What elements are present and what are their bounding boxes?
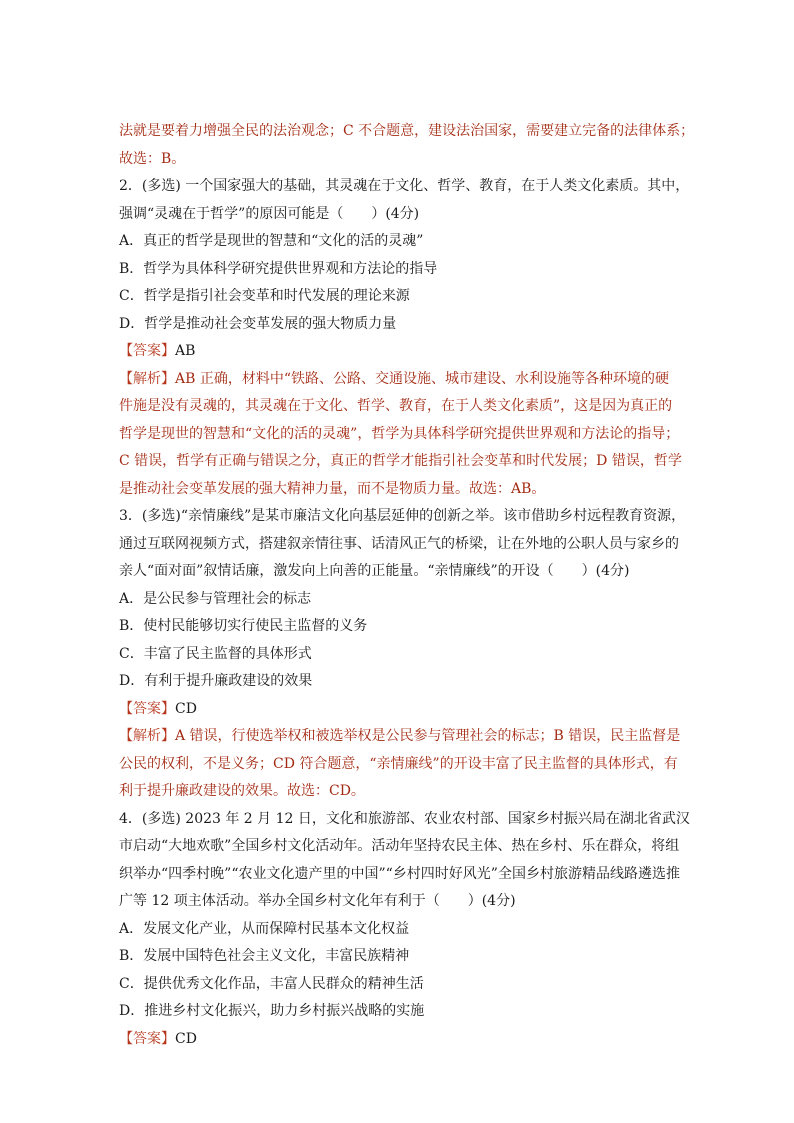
analysis-line: 公民的权利，不是义务；CD 符合题意，“亲情廉线”的开设丰富了民主监督的具体形式，有 [119, 755, 678, 772]
answer-row [119, 696, 679, 724]
answer-label: 【答案】 [119, 343, 175, 359]
answer-row [119, 1026, 679, 1054]
answer-label: 【答案】 [119, 700, 175, 717]
analysis-line: C 错误，哲学有正确与错误之分，真正的哲学才能指引社会变革和时代发展；D 错误，哲学 [119, 453, 682, 469]
question-stem-line: 市启动“大地欢歌”全国乡村文化活动年。活动年坚持农民主体、热在乡村、乐在群众，将组 [119, 838, 680, 854]
analysis-line: 是推动社会变革发展的强大精神力量，而不是物质力量。故选：AB。 [119, 480, 546, 497]
answer-value: AB [175, 343, 196, 359]
option-d: D．推进乡村文化振兴，助力乡村振兴战略的实施 [119, 1003, 425, 1019]
option-a: A．是公民参与管理社会的标志 [119, 590, 312, 607]
option-a: A．发展文化产业，从而保障村民基本文化权益 [119, 920, 410, 937]
analysis-text: A 错误，行使选举权和被选举权是公民参与管理社会的标志；B 错误，民主监督是 [175, 728, 681, 744]
question-stem-line: 亲人“面对面”叙情话廉，激发向上向善的正能量。“亲情廉线”的开设（ ）(4分) [119, 563, 630, 579]
analysis-label: 【解析】 [119, 728, 175, 744]
answer-label: 【答案】 [119, 1030, 175, 1047]
option-c: C．提供优秀文化作品，丰富人民群众的精神生活 [119, 975, 424, 992]
question-stem-line: 2．(多选) 一个国家强大的基础，其灵魂在于文化、哲学、教育，在于人类文化素质。其中， [119, 178, 690, 194]
analysis-line: 利于提升廉政建设的效果。故选：CD。 [119, 783, 365, 799]
document-page [119, 118, 695, 1053]
option-b: B．使村民能够切实行使民主监督的义务 [119, 618, 368, 634]
question-stem-line: 广等 12 项主体活动。举办全国乡村文化年有利于（ ）(4分) [119, 893, 516, 909]
analysis-row [119, 723, 679, 751]
option-c: C．哲学是指引社会变革和时代发展的理论来源 [119, 288, 410, 304]
intro-line: 法就是要着力增强全民的法治观念；C 不合题意，建设法治国家，需要建立完备的法律体系； [119, 123, 695, 139]
answer-value: CD [175, 700, 197, 717]
option-b: B．哲学为具体科学研究提供世界观和方法论的指导 [119, 260, 438, 277]
answer-row [119, 338, 679, 366]
analysis-text: AB 正确，材料中“铁路、公路、交通设施、城市建设、水利设施等各种环境的硬 [175, 370, 670, 387]
question-2 [119, 173, 690, 503]
option-b: B．发展中国特色社会主义文化，丰富民族精神 [119, 948, 410, 964]
question-stem-line: 强调“灵魂在于哲学”的原因可能是（ ）(4分) [119, 205, 420, 222]
option-c: C．丰富了民主监督的具体形式 [119, 645, 312, 662]
question-stem-line: 3．(多选)“亲情廉线”是某市廉洁文化向基层延伸的创新之举。该市借助乡村远程教育资源， [119, 508, 686, 524]
option-d: D．哲学是推动社会变革发展的强大物质力量 [119, 315, 397, 332]
question-4 [119, 806, 690, 1054]
analysis-row [119, 366, 679, 394]
analysis-line: 哲学是现世的智慧和“文化的活的灵魂”，哲学为具体科学研究提供世界观和方法论的指导； [119, 425, 680, 442]
answer-value: CD [175, 1030, 197, 1047]
question-stem-line: 织举办“四季村晚”“农业文化遗产里的中国”“乡村四时好风光”全国乡村旅游精品线路遴选推 [119, 865, 680, 882]
analysis-line: 件施是没有灵魂的，其灵魂在于文化、哲学、教育，在于人类文化素质”，这是因为真正的 [119, 398, 673, 414]
intro-line: 故选：B。 [119, 150, 186, 167]
question-3 [119, 503, 686, 806]
question-stem-line: 4．(多选) 2023 年 2 月 12 日，文化和旅游部、农业农村部、国家乡村振兴局在湖北省武汉 [119, 810, 690, 827]
analysis-label: 【解析】 [119, 370, 175, 387]
option-d: D．有利于提升廉政建设的效果 [119, 673, 313, 689]
option-a: A．真正的哲学是现世的智慧和“文化的活的灵魂” [119, 233, 424, 249]
question-stem-line: 通过互联网视频方式，搭建叙亲情往事、话清风正气的桥梁，让在外地的公职人员与家乡的 [119, 535, 679, 552]
